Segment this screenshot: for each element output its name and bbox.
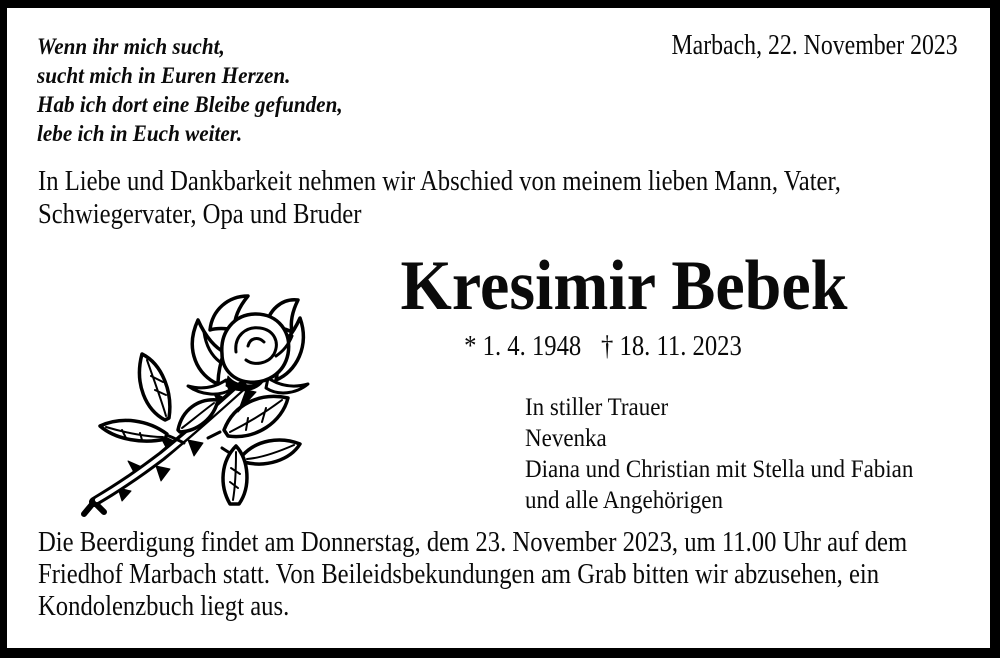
poem-line: Wenn ihr mich sucht,: [37, 34, 225, 59]
poem-line: sucht mich in Euren Herzen.: [37, 63, 291, 88]
city-date: Marbach, 22. November 2023: [671, 30, 958, 61]
mourners: [525, 392, 913, 516]
intro-paragraph: [38, 165, 841, 231]
poem: [37, 32, 343, 148]
poem-line: lebe ich in Euch weiter.: [37, 121, 243, 146]
poem-line: Hab ich dort eine Bleibe gefunden,: [37, 92, 343, 117]
funeral-line: Kondolenzbuch liegt aus.: [38, 590, 290, 622]
birth-date: * 1. 4. 1948: [464, 330, 582, 362]
funeral-info: [38, 526, 907, 622]
intro-line: Schwiegervater, Opa und Bruder: [38, 198, 362, 230]
funeral-line: Friedhof Marbach statt. Von Beileidsbekundungen am Grab bitten wir abzusehen, ein: [38, 558, 880, 590]
funeral-line: Die Beerdigung findet am Donnerstag, dem 23. November 2023, um 11.00 Uhr auf dem: [38, 526, 908, 558]
intro-line: In Liebe und Dankbarkeit nehmen wir Abschied von meinem lieben Mann, Vater,: [38, 165, 841, 197]
rose-icon: [70, 288, 328, 520]
mourners-line: In stiller Trauer: [525, 394, 669, 421]
death-date: † 18. 11. 2023: [601, 330, 742, 362]
life-dates: [306, 331, 901, 361]
mourners-line: Diana und Christian mit Stella und Fabian: [525, 456, 914, 483]
mourners-line: und alle Angehörigen: [525, 487, 724, 514]
deceased-name: Kresimir Bebek: [400, 247, 848, 325]
mourners-line: Nevenka: [525, 425, 607, 452]
